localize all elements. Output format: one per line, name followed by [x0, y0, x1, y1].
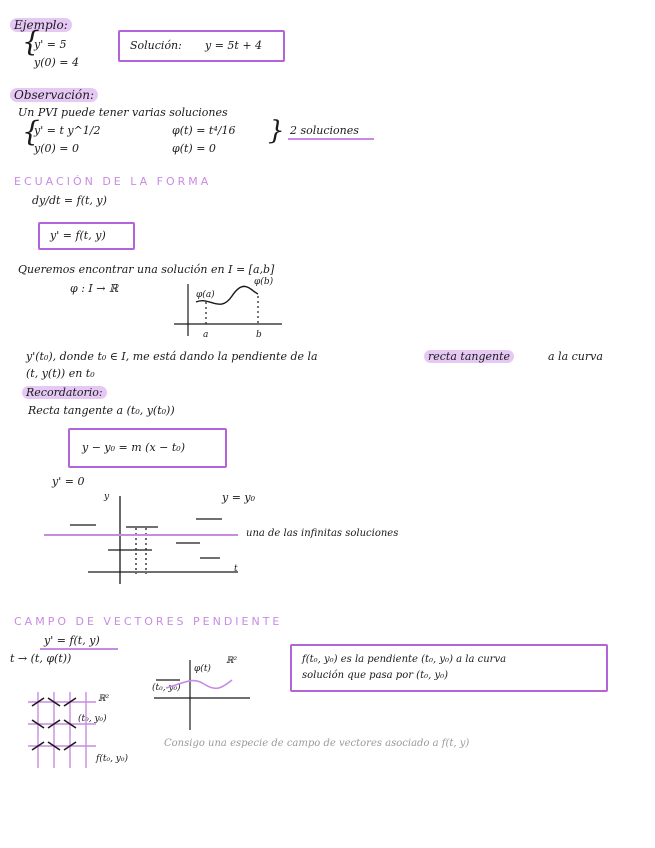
section1-title: ECUACIÓN DE LA FORMA — [14, 175, 212, 188]
phi-map: φ : I → ℝ — [70, 282, 119, 295]
slope-highlight: recta tangente — [424, 350, 514, 363]
example-eq2: y(0) = 4 — [34, 56, 80, 69]
phi-t-label: φ(t) — [194, 664, 211, 674]
graph-phi-b: φ(b) — [254, 277, 274, 287]
field-function-label: f(t₀, y₀) — [96, 754, 128, 764]
footer-text: Consigo una especie de campo de vectores asociado a f(t, y) — [164, 738, 470, 749]
slope-text-1: y'(t₀), donde t₀ ∈ I, me está dando la pendiente de la — [26, 350, 318, 363]
tangent-equation: y − y₀ = m (x − t₀) — [82, 441, 186, 454]
graph-phi-a: φ(a) — [196, 290, 215, 300]
constant-solutions-graph — [70, 496, 238, 584]
brace-icon: { — [22, 25, 40, 58]
ode-equation: y' = f(t, y) — [50, 229, 106, 242]
map-text: t → (t, φ(t)) — [10, 652, 72, 665]
slope-text-3: (t, y(t)) en t₀ — [26, 367, 95, 380]
dydt-equation: dy/dt = f(t, y) — [32, 194, 107, 207]
axis-y-label: y — [104, 492, 110, 502]
example-label: Ejemplo: — [10, 18, 72, 32]
box-text-2: solución que pasa por (t₀, y₀) — [302, 670, 449, 681]
observation-sol1: φ(t) = t⁴/16 — [172, 124, 236, 137]
solution-eq: y = 5t + 4 — [205, 39, 263, 52]
observation-result: 2 soluciones — [290, 124, 359, 137]
observation-label: Observación: — [10, 88, 98, 102]
graph-b: b — [256, 330, 262, 340]
box-text-1: f(t₀, y₀) es la pendiente (t₀, y₀) a la curva — [302, 654, 507, 665]
solution-label: Solución: — [130, 39, 182, 52]
field-r2-label: ℝ² — [98, 694, 110, 704]
slope-text-2: a la curva — [548, 350, 603, 363]
observation-sol2: φ(t) = 0 — [172, 142, 216, 155]
yprime-zero: y' = 0 — [52, 475, 85, 488]
r2-label: ℝ² — [226, 656, 238, 666]
reminder-label: Recordatorio: — [22, 386, 107, 399]
graph-a: a — [203, 330, 209, 340]
section2-title: CAMPO DE VECTORES PENDIENTE — [14, 615, 283, 628]
field-point-label: (t₀, y₀) — [78, 714, 107, 724]
observation-eq2: y(0) = 0 — [34, 142, 80, 155]
point-label: (t₀, y₀) — [152, 683, 181, 693]
close-brace-icon: } — [268, 116, 285, 146]
brace-icon: { — [22, 115, 40, 148]
y-eq-y0: y = y₀ — [222, 491, 256, 504]
infinite-text: una de las infinitas soluciones — [246, 528, 399, 539]
axis-t-label: t — [234, 564, 238, 574]
slope-graph — [154, 660, 250, 730]
observation-intro: Un PVI puede tener varias soluciones — [18, 106, 228, 119]
section2-eq: y' = f(t, y) — [44, 634, 100, 647]
example-eq1: y' = 5 — [34, 38, 67, 51]
solution-graph — [174, 284, 282, 336]
slope-curve — [166, 680, 232, 688]
observation-eq1: y' = t y^1/2 — [34, 124, 101, 137]
want-text: Queremos encontrar una solución en I = [a,b] — [18, 263, 275, 276]
direction-field — [28, 692, 96, 768]
tangent-text: Recta tangente a (t₀, y(t₀)) — [28, 404, 175, 417]
